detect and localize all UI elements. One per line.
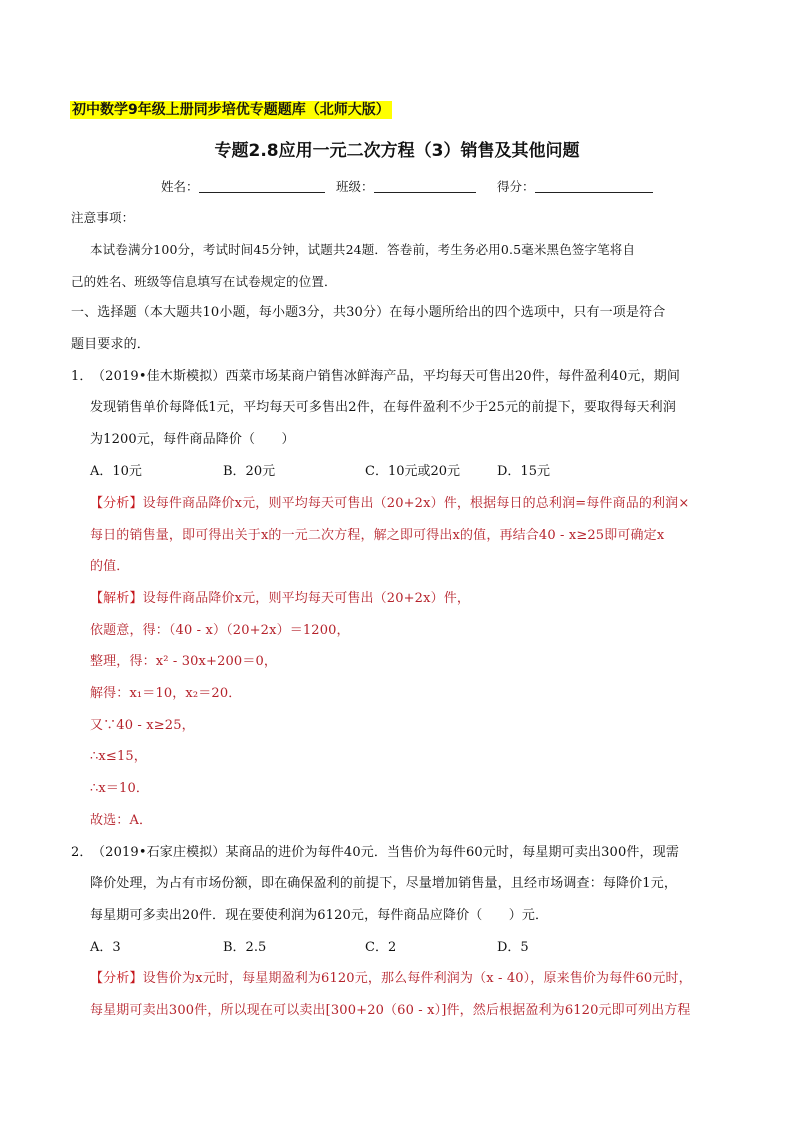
name-label: 姓名： (161, 179, 199, 194)
solution-step-5: ∴x≤15， (90, 749, 147, 764)
name-field (161, 177, 325, 195)
notice-line-2: 己的姓名、班级等信息填写在试卷规定的位置． (71, 274, 337, 289)
solution-step-2: 整理，得：x² - 30x+200＝0， (90, 654, 278, 669)
question-1-line-3: 为1200元，每件商品降价（ ） (90, 432, 295, 447)
section-heading: 一、选择题（本大题共10小题，每小题3分，共30分）在每小题所给出的四个选项中，只有一项是符合 (71, 305, 666, 320)
name-blank[interactable] (199, 178, 325, 193)
question-2-number: 2． (71, 845, 93, 860)
analysis-tag: 【分析】 (90, 496, 143, 511)
question-1-option-b: B．20元 (223, 464, 276, 479)
question-1-number: 1． (71, 369, 93, 384)
analysis-text: 设售价为x元时，每星期盈利为6120元，那么每件利润为（x - 40），原来售价为每件60元时， (142, 971, 692, 986)
question-2-analysis (90, 970, 692, 988)
question-1-line-1: （2019•佳木斯模拟）西菜市场某商户销售冰鲜海产品，平均每天可售出20件，每件盈利40元，期间 (92, 369, 681, 384)
analysis-tag: 【分析】 (90, 971, 143, 986)
question-2-line-2: 降价处理，为占有市场份额，即在确保盈利的前提下，尽量增加销售量，且经市场调查：每降价1元， (90, 876, 678, 891)
question-2-analysis-line-2: 每星期可卖出300件，所以现在可以卖出[300+20（60 - x）]件，然后根据盈利为6120元即可列出方程 (90, 1003, 691, 1018)
question-1-analysis (90, 495, 689, 513)
question-1-option-c: C．10元或20元 (365, 464, 461, 479)
question-2-option-d: D．5 (497, 940, 529, 955)
solution-step-6: ∴x＝10． (90, 781, 150, 796)
series-tag: 初中数学9年级上册同步培优专题题库（北师大版） (72, 102, 390, 118)
question-2-option-c: C．2 (365, 940, 397, 955)
score-blank[interactable] (535, 178, 653, 193)
page-title: 专题2.8应用一元二次方程（3）销售及其他问题 (214, 141, 580, 161)
question-2-option-b: B．2.5 (223, 940, 267, 955)
solution-step-4: 又∵40 - x≥25， (90, 718, 195, 733)
notice-heading: 注意事项： (71, 210, 135, 225)
question-1-option-a: A．10元 (90, 464, 142, 479)
notice-line-1: 本试卷满分100分，考试时间45分钟，试题共24题．答卷前，考生务必用0.5毫米黑色签字笔将自 (90, 242, 636, 257)
solution-text: 设每件商品降价x元，则平均每天可售出（20+2x）件， (142, 591, 471, 606)
analysis-text: 设每件商品降价x元，则平均每天可售出（20+2x）件，根据每日的总利润=每件商品的利润× (142, 496, 690, 511)
section-heading-cont: 题目要求的． (71, 337, 150, 352)
question-2-line-1: （2019•石家庄模拟）某商品的进价为每件40元．当售价为每件60元时，每星期可卖出300件，现需 (92, 845, 679, 860)
solution-step-3: 解得：x₁＝10，x₂＝20． (90, 686, 242, 701)
student-info-fields (0, 177, 794, 197)
question-2-line-3: 每星期可多卖出20件．现在要使利润为6120元，每件商品应降价（ ）元． (90, 908, 549, 923)
class-blank[interactable] (374, 178, 476, 193)
solution-step-1: 依题意，得：（40 - x）（20+2x）＝1200， (90, 623, 350, 638)
question-1-option-d: D．15元 (497, 464, 550, 479)
question-1-line-2: 发现销售单价每降低1元，平均每天可多售出2件，在每件盈利不少于25元的前提下，要取得每天利润 (90, 400, 676, 415)
question-1-analysis-line-2: 每日的销售量，即可得出关于x的一元二次方程，解之即可得出x的值，再结合40 - x≥25即可确定x (90, 528, 665, 543)
solution-step-7: 故选：A． (90, 813, 153, 828)
score-field (497, 177, 653, 195)
question-1-analysis-line-3: 的值． (90, 559, 130, 574)
question-2-option-a: A．3 (90, 940, 121, 955)
solution-tag: 【解析】 (90, 591, 143, 606)
class-field (336, 177, 476, 195)
score-label: 得分： (497, 179, 535, 194)
question-1-solution (90, 590, 470, 608)
class-label: 班级： (336, 179, 374, 194)
